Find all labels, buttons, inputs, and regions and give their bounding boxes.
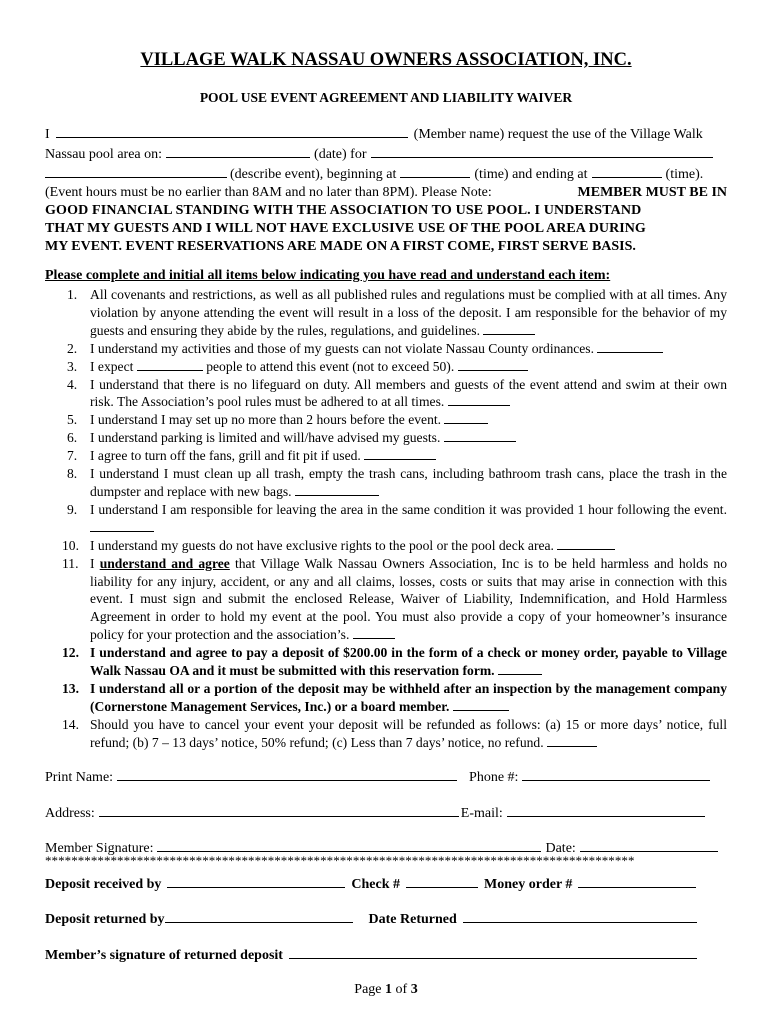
time-end-label: (time). bbox=[665, 167, 704, 182]
list-item: 1. All covenants and restrictions, as well as all published rules and regulations must be complied with at all times. Any violation by anyone attending the event will result in a loss of the deposit. I am responsible for the behavior of my guests and ensuring they abide by the rules, regulations, and guidelines. bbox=[67, 287, 727, 338]
deposit-received-label: Deposit received by bbox=[45, 877, 162, 892]
list-item: 6. I understand parking is limited and will/have advised my guests. bbox=[45, 429, 727, 447]
list-item: 8. I understand I must clean up all trash, empty the trash cans, including bathroom trash cans, place the trash in the dumpster and replace with new bags. bbox=[67, 466, 727, 499]
phone-field[interactable] bbox=[522, 767, 710, 781]
initial-field[interactable] bbox=[353, 626, 395, 639]
event-date-field[interactable] bbox=[166, 144, 310, 158]
money-order-field[interactable] bbox=[578, 874, 696, 888]
list-item: 5. I understand I may set up no more than 2 hours before the event. bbox=[45, 411, 727, 429]
instructions: Please complete and initial all items below indicating you have read and understand each item: bbox=[45, 268, 611, 283]
print-name-label: Print Name: bbox=[45, 770, 114, 785]
ending-label: (time) and ending at bbox=[474, 167, 588, 182]
intro-paragraph bbox=[45, 124, 727, 256]
list-item: 11. I understand and agree that Village Walk Nassau Owners Association, Inc is to be held harmless and holds no liability for any injury, accident, or any and all claims, losses, costs or suits that may arise in connection with this event. I must sign and submit the enclosed Release, Waiver of Liability, Indemnification, and Hold Harmless Agreement in order to hold my event at the pool. You must also provide a copy of your homeowner’s insurance policy for your protection and the association’s. bbox=[62, 555, 728, 643]
start-time-field[interactable] bbox=[400, 164, 470, 178]
page-subtitle: POOL USE EVENT AGREEMENT AND LIABILITY WAIVER bbox=[199, 90, 573, 105]
initial-field[interactable] bbox=[498, 662, 542, 675]
pool-area-label: Nassau pool area on: bbox=[45, 147, 163, 162]
agreement-items bbox=[45, 286, 727, 752]
returned-signature-field[interactable] bbox=[289, 945, 697, 959]
returned-signature-row bbox=[45, 945, 727, 964]
initial-field[interactable] bbox=[364, 447, 436, 460]
initial-field[interactable] bbox=[444, 429, 516, 442]
print-name-field[interactable] bbox=[117, 767, 457, 781]
deposit-received-row bbox=[45, 874, 727, 893]
initial-field[interactable] bbox=[295, 483, 379, 496]
date-field[interactable] bbox=[580, 838, 718, 852]
returned-signature-label: Member’s signature of returned deposit bbox=[45, 948, 283, 963]
deposit-returned-field[interactable] bbox=[165, 909, 353, 923]
initial-field[interactable] bbox=[547, 734, 597, 747]
list-item: 3. I expect people to attend this event (not to exceed 50). bbox=[45, 358, 727, 376]
date-for-label: (date) for bbox=[314, 147, 367, 162]
event-description-field[interactable] bbox=[45, 164, 227, 178]
print-name-row bbox=[45, 767, 727, 786]
initial-field[interactable] bbox=[458, 358, 528, 371]
initial-field[interactable] bbox=[597, 340, 663, 353]
hours-note: (Event hours must be no earlier than 8AM and no later than 8PM). Please Note: bbox=[45, 185, 492, 200]
phone-label: Phone #: bbox=[469, 770, 519, 785]
date-returned-label: Date Returned bbox=[368, 912, 457, 927]
address-label: Address: bbox=[45, 806, 95, 821]
initial-field[interactable] bbox=[483, 322, 535, 335]
list-item: 2. I understand my activities and those of my guests can not violate Nassau County ordinances. bbox=[45, 340, 727, 358]
email-label: E-mail: bbox=[460, 806, 503, 821]
notice-bold-2: GOOD FINANCIAL STANDING WITH THE ASSOCIATION TO USE POOL. I UNDERSTAND bbox=[45, 203, 642, 218]
date-label: Date: bbox=[545, 841, 576, 856]
initial-field[interactable] bbox=[444, 411, 488, 424]
event-purpose-field[interactable] bbox=[371, 144, 713, 158]
email-field[interactable] bbox=[507, 803, 705, 817]
initial-field[interactable] bbox=[453, 698, 509, 711]
guest-count-field[interactable] bbox=[137, 358, 203, 371]
check-number-field[interactable] bbox=[406, 874, 478, 888]
member-signature-field[interactable] bbox=[157, 838, 541, 852]
initial-field[interactable] bbox=[557, 537, 615, 550]
deposit-returned-row bbox=[45, 909, 727, 928]
separator-stars: ****************************************************************************************** bbox=[45, 855, 635, 867]
page-title: VILLAGE WALK NASSAU OWNERS ASSOCIATION, INC. bbox=[140, 50, 632, 70]
list-item: 12. I understand and agree to pay a deposit of $200.00 in the form of a check or money order, payable to Village Walk Nassau OA and it must be submitted with this reservation form. bbox=[62, 645, 727, 679]
initial-field[interactable] bbox=[448, 393, 510, 406]
list-item: 10. I understand my guests do not have exclusive rights to the pool or the pool deck area. bbox=[45, 537, 727, 555]
page-number: Page 1 of 3 bbox=[354, 982, 418, 997]
notice-bold-1: MEMBER MUST BE IN bbox=[577, 185, 727, 200]
list-item: 13. I understand all or a portion of the deposit may be withheld after an inspection by the management company (Cornerstone Management Services, Inc.) or a board member. bbox=[62, 680, 727, 714]
member-name-label: (Member name) request the use of the Village Walk bbox=[413, 127, 703, 142]
check-label: Check # bbox=[351, 877, 401, 892]
notice-bold-4: MY EVENT. EVENT RESERVATIONS ARE MADE ON A FIRST COME, FIRST SERVE BASIS. bbox=[45, 239, 636, 254]
address-row bbox=[45, 803, 727, 822]
understand-and-agree-emphasis: understand and agree bbox=[99, 555, 230, 571]
date-returned-field[interactable] bbox=[463, 909, 697, 923]
list-item: 14. Should you have to cancel your event your deposit will be refunded as follows: (a) 15 or more days’ notice, full refund; (b) 7 – 13 days’ notice, 50% refund; (c) Less than 7 days’ notice, no refund. bbox=[62, 716, 727, 750]
member-name-field[interactable] bbox=[56, 124, 408, 138]
initial-field[interactable] bbox=[90, 519, 154, 532]
deposit-received-field[interactable] bbox=[167, 874, 345, 888]
end-time-field[interactable] bbox=[592, 164, 662, 178]
list-item: 9. I understand I am responsible for leaving the area in the same condition it was provided 1 hour following the event. bbox=[45, 501, 727, 537]
notice-bold-3: THAT MY GUESTS AND I WILL NOT HAVE EXCLUSIVE USE OF THE POOL AREA DURING bbox=[45, 221, 646, 236]
deposit-returned-label: Deposit returned by bbox=[45, 912, 165, 927]
list-item: 4. I understand that there is no lifeguard on duty. All members and guests of the event attend and swim at their own risk. The Association’s pool rules must be adhered to at all times. bbox=[67, 376, 727, 410]
member-signature-label: Member Signature: bbox=[45, 841, 154, 856]
address-field[interactable] bbox=[99, 803, 459, 817]
money-order-label: Money order # bbox=[484, 877, 573, 892]
intro-i: I bbox=[45, 127, 50, 142]
describe-label: (describe event), beginning at bbox=[230, 167, 397, 182]
list-item: 7. I agree to turn off the fans, grill and fit pit if used. bbox=[45, 447, 727, 465]
